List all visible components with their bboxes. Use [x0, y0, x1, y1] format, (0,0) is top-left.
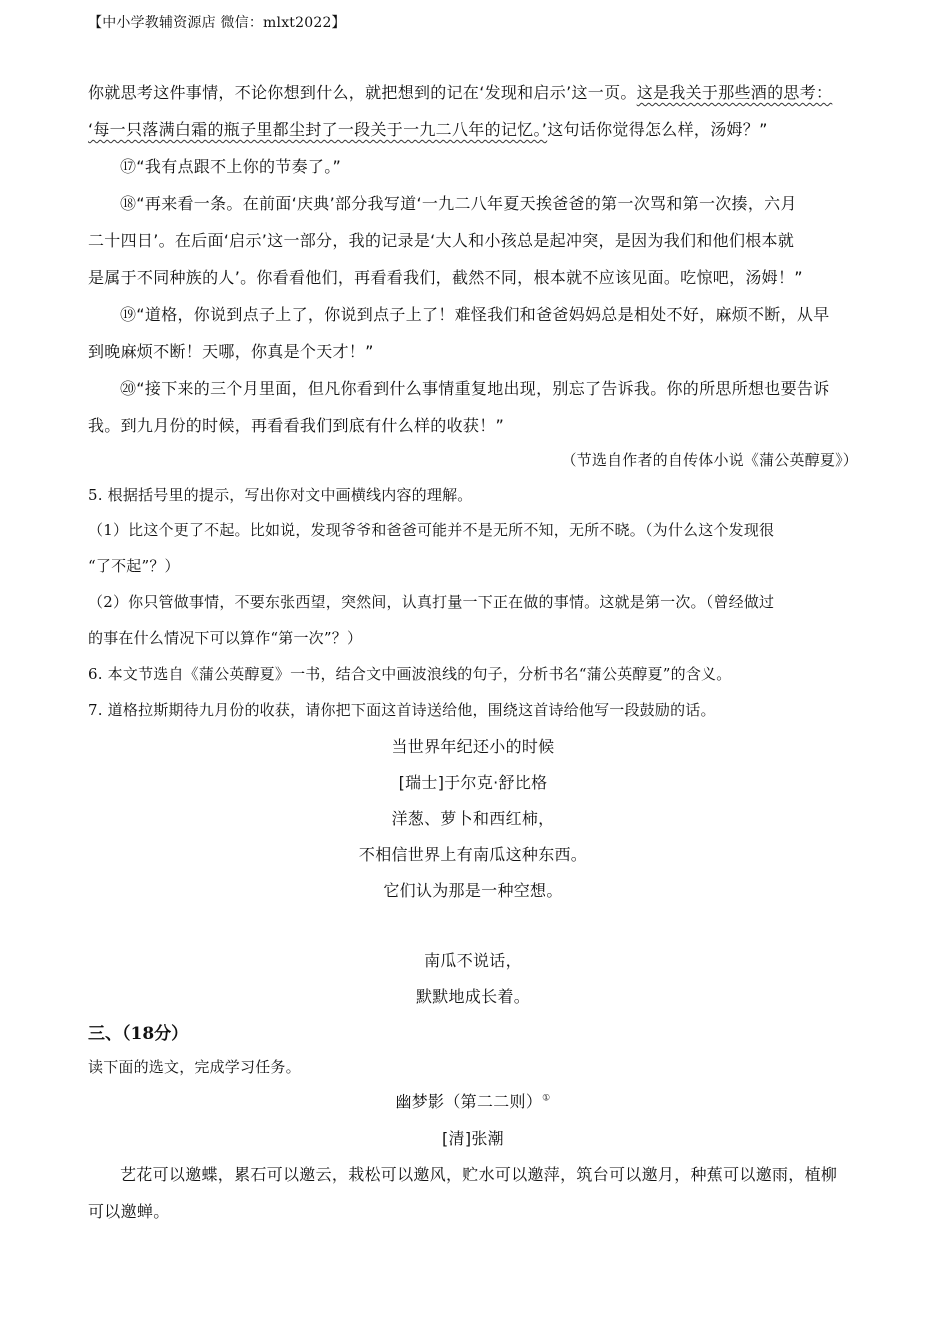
question-5-1-cont: “了不起”？）: [88, 557, 180, 575]
question-6: 6. 本文节选自《蒲公英醇夏》一书，结合文中画波浪线的句子，分析书名“蒲公英醇夏”的含义。: [88, 665, 732, 683]
passage-line: [88, 117, 858, 140]
poem-line: 南瓜不说话，: [424, 951, 522, 970]
page-header: 【中小学教辅资源店 微信：mlxt2022】: [88, 15, 346, 31]
passage-text: 这句话你觉得怎么样，汤姆？”: [547, 120, 768, 139]
classical-text-line: 艺花可以邀蝶，累石可以邀云，栽松可以邀风，贮水可以邀萍，筑台可以邀月，种蕉可以邀雨，植柳: [120, 1165, 838, 1184]
section-instruction: 读下面的选文，完成学习任务。: [88, 1058, 301, 1076]
passage-source: （节选自作者的自传体小说《蒲公英醇夏》）: [561, 451, 858, 469]
text-title-label: 幽梦影（第二二则）: [395, 1092, 543, 1111]
text-title: [88, 1089, 858, 1112]
passage-text: 你就思考这件事情，不论你想到什么，就把想到的记在‘发现和启示’这一页。: [88, 83, 637, 102]
paragraph-20: ⑳“接下来的三个月里面，但凡你看到什么事情重复地出现，别忘了告诉我。你的所思所想也要告诉: [120, 379, 830, 398]
question-5: 5. 根据括号里的提示，写出你对文中画横线内容的理解。: [88, 486, 473, 504]
paragraph-18: ⑱“再来看一条。在前面‘庆典’部分我写道‘一九二八年夏天挨爸爸的第一次骂和第一次揍，六月: [120, 194, 797, 213]
poem-line: 洋葱、萝卜和西红柿，: [391, 809, 555, 828]
section-heading: 三、（18分）: [88, 1024, 189, 1044]
text-author: [清]张潮: [442, 1129, 504, 1148]
paragraph-18-line: 是属于不同种族的人’。你看看他们，再看看我们，截然不同，根本就不应该见面。吃惊吧，汤姆！”: [88, 268, 803, 287]
paragraph-19: ⑲“道格，你说到点子上了，你说到点子上了！难怪我们和爸爸妈妈总是相处不好，麻烦不断，从早: [120, 305, 830, 324]
passage-line: [88, 80, 858, 103]
wavy-underlined-sentence: ‘每一只落满白霜的瓶子里都尘封了一段关于一九二八年的记忆。’: [88, 120, 548, 139]
footnote-marker: ①: [542, 1093, 551, 1104]
classical-text-line: 可以邀蝉。: [88, 1202, 170, 1221]
poem-line: 不相信世界上有南瓜这种东西。: [358, 845, 588, 864]
poem-line: 它们认为那是一种空想。: [383, 881, 563, 900]
poem-title: 当世界年纪还小的时候: [391, 737, 555, 756]
poem-line: 默默地成长着。: [415, 987, 531, 1006]
question-7: 7. 道格拉斯期待九月份的收获，请你把下面这首诗送给他，围绕这首诗给他写一段鼓励的话。: [88, 701, 716, 719]
wavy-underlined-sentence: 这是我关于那些酒的思考：: [636, 83, 833, 102]
paragraph-18-line: 二十四日’。在后面‘启示’这一部分，我的记录是‘大人和小孩总是起冲突，是因为我们和他们根本就: [88, 231, 795, 250]
question-5-2-cont: 的事在什么情况下可以算作“第一次”？）: [88, 629, 363, 647]
paragraph-17: ⑰“我有点跟不上你的节奏了。”: [120, 157, 342, 176]
question-5-2: （2）你只管做事情，不要东张西望，突然间，认真打量一下正在做的事情。这就是第一次。（曾经做过: [88, 593, 775, 611]
question-5-1: （1）比这个更了不起。比如说，发现爷爷和爸爸可能并不是无所不知，无所不晓。（为什么这个发现很: [88, 521, 775, 539]
paragraph-20-line: 我。到九月份的时候，再看看我们到底有什么样的收获！”: [88, 416, 505, 435]
paragraph-19-line: 到晚麻烦不断！天哪，你真是个天才！”: [88, 342, 374, 361]
poem-author: [瑞士]于尔克·舒比格: [398, 773, 548, 792]
